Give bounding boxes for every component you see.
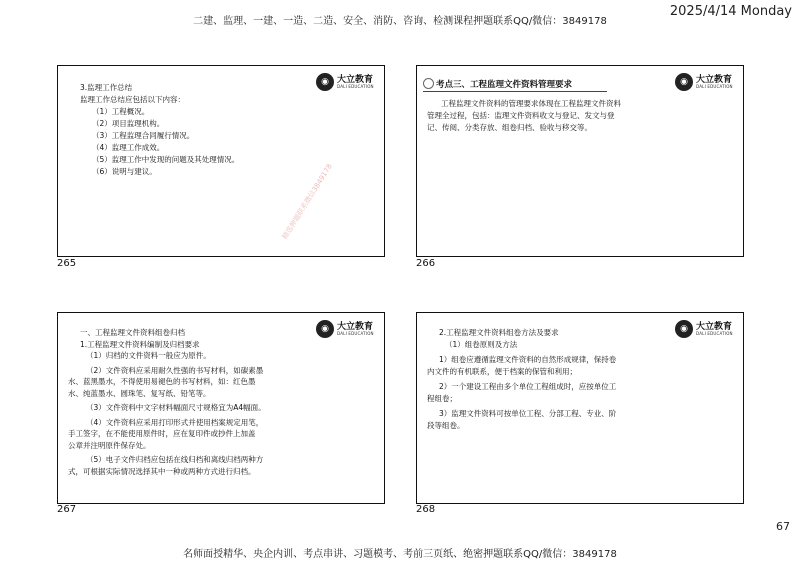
slide-line: 程组卷； (427, 394, 457, 403)
slide-line: 内文件的有机联系，便于档案的保管和利用； (427, 367, 577, 376)
slide-266 (416, 65, 744, 257)
slide-line: （4）监理工作成效。 (92, 143, 165, 152)
slide-line: （2）文件资料应采用耐久性强的书写材料，如碳素墨 (86, 365, 264, 375)
slide-title (423, 78, 572, 90)
slide-heading: 2.工程监理文件资料组卷方法及要求 (439, 328, 559, 337)
dali-logo-icon: ◉ (316, 320, 334, 338)
slide-267 (57, 312, 385, 504)
slide-line: （1）归档的文件资料一般应为原件。 (86, 351, 211, 360)
slide-line: 工程监理文件资料的管理要求体现在工程监理文件资料 (441, 99, 621, 108)
slide-line: （1）工程概况。 (92, 107, 150, 116)
title-underline (423, 91, 607, 92)
slide-line: （5）电子文件归档应包括在线归档和离线归档两种方 (86, 455, 264, 464)
slide-line: 1）组卷应遵循监理文件资料的自然形成规律，保持卷 (439, 355, 617, 364)
slide-number: 268 (416, 504, 436, 515)
slide-title-text: 考点三、工程监理文件资料管理要求 (436, 80, 573, 90)
slide-265 (57, 65, 385, 257)
slide-content (68, 327, 370, 477)
footer-banner: 名师面授精华、央企内训、考点串讲、习题模考、考前三页纸、绝密押题联系QQ/微信：3849178 (183, 549, 617, 560)
slide-line: 水、蓝黑墨水，不得使用易褪色的书写材料，如：红色墨 (68, 377, 256, 386)
slide-line: 2）一个建设工程由多个单位工程组成时，应按单位工 (439, 382, 617, 391)
dali-logo-icon: ◉ (675, 73, 693, 91)
slide-number: 265 (57, 258, 77, 269)
slide-content (427, 327, 729, 432)
slide-line: 记、传阅、分类存放、组卷归档、验收与移交等。 (427, 123, 592, 132)
slide-subheading: 1.工程监理文件资料编制及归档要求 (80, 339, 200, 349)
slide-heading: 3.监理工作总结 (80, 83, 133, 92)
logo-text-en: DALI EDUCATION (696, 331, 733, 336)
slide-number: 266 (416, 258, 436, 269)
logo-text-en: DALI EDUCATION (337, 331, 374, 336)
slide-line: 段等组卷。 (427, 421, 465, 430)
page-number: 67 (776, 520, 790, 533)
slide-line: （3）文件资料中文字材料幅面尺寸规格宜为A4幅面。 (86, 403, 266, 412)
dali-logo-icon: ◉ (675, 320, 693, 338)
logo-text-en: DALI EDUCATION (696, 84, 733, 89)
slide-heading: 一、工程监理文件资料组卷归档 (80, 328, 185, 337)
watermark: 精选押题联系微信3849178 (280, 162, 334, 241)
slide-line: 手工签字，在不能使用原件时，应在复印件或抄件上加盖 (68, 429, 256, 438)
title-bullet-icon (423, 78, 434, 89)
dali-logo-icon: ◉ (316, 73, 334, 91)
slide-line: （4）文件资料应采用打印形式并使用档案规定用笔， (86, 417, 264, 427)
slide-line: （6）说明与建议。 (92, 167, 157, 176)
slide-268 (416, 312, 744, 504)
slide-line: 式，可根据实际情况选择其中一种或两种方式进行归档。 (68, 466, 256, 476)
logo-text-cn: 大立教育 (337, 75, 374, 85)
logo-text-en: DALI EDUCATION (337, 84, 374, 89)
slide-content (427, 98, 729, 134)
header-date: 2025/4/14 Monday (669, 4, 792, 19)
slide-line: 监理工作总结应包括以下内容： (80, 95, 185, 104)
slide-line: （3）工程监理合同履行情况。 (92, 131, 195, 140)
header-banner: 二建、监理、一建、一造、二造、安全、消防、咨询、检测课程押题联系QQ/微信：3849178 (193, 16, 607, 27)
logo-text-cn: 大立教育 (337, 322, 374, 332)
logo-text-cn: 大立教育 (696, 322, 733, 332)
dali-logo (675, 72, 737, 94)
slide-line: 水、纯蓝墨水、圆珠笔、复写纸、铅笔等。 (68, 388, 211, 398)
slide-line: 管理全过程，包括：监理文件资料收文与登记、发文与登 (427, 111, 615, 120)
slide-number: 267 (57, 504, 77, 515)
slide-line: （2）项目监理机构。 (92, 119, 165, 128)
slide-line: 3）监理文件资料可按单位工程、分部工程、专业、阶 (439, 409, 617, 418)
slide-line: 公章并注明原件保存处。 (68, 440, 151, 450)
logo-text-cn: 大立教育 (696, 75, 733, 85)
slide-line: （5）监理工作中发现的问题及其处理情况。 (92, 155, 240, 164)
slide-subheading: （1）组卷原则及方法 (445, 340, 518, 349)
